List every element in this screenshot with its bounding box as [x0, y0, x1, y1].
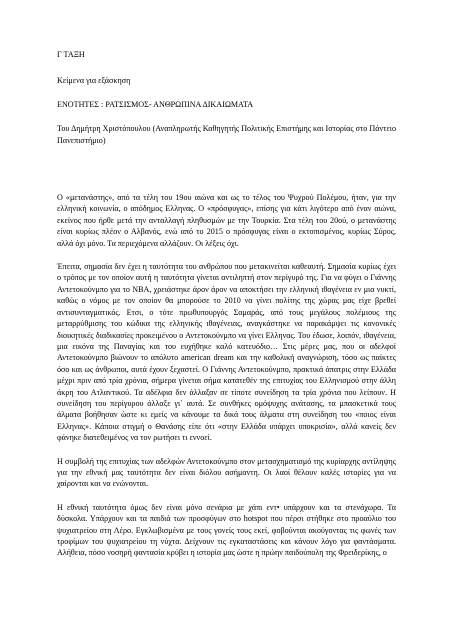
document-subtitle: Κείμενα για εξάσκηση	[57, 76, 131, 86]
body-paragraph: Έπειτα, σημασία δεν έχει η ταυτότητα του ανθρώπου που μετακινείται καθεαυτή. Σημασία κυρίως έχει ο τρόπος με τον οποίον αυτή η ταυτότητα γίνεται αντιληπτή στον περίγυρό της. Για να φύγει ο Γιάννης Αντετοκούνμπο για το ΝΒΑ, χρειάστηκε άρον άρον να αποκτήσει την ελληνική ιθαγένεια εν μια νυκτί, καθώς ο νόμος με τον οποίον θα μπορούσε το 2010 να γίνει πολίτης της χώρας μας είχε βρεθεί αντισυνταγματικός. Ετσι, ο τότε πρωθυπουργός Σαμαράς, από τους μεγάλους πολέμιους της μεταρρύθμισης του κώδικα της ελληνικής ιθαγένειας, αναγκάστηκε να παρακάμψει τις κανονικές διοικητικές διαδικασίες προκειμένου ο Αντετοκούνμπο να γίνει Ελληνας. Του έδωσε, λοιπόν, ιθαγένεια, μια εικόνα της Παναγίας και του ευχήθηκε καλό κατευόδιο… Στις μέρες μας, που οι αδελφοί Αντετοκούνμπο βιώνουν το απόλυτο american dream και την καθολική αναγνώριση, τόσο ως παίκτες όσο και ως άνθρωποι, αυτά έχουν ξεχαστεί. Ο Γιάννης Αντετοκούνμπο, πρακτικά άπατρις στην Ελλάδα μέχρι πριν από τρία χρόνια, σήμερα γίνεται σήμα κατατεθέν της επιτυχίας του Ελληνισμού στην άλλη άκρη του Ατλαντικού. Τα αδέλφια δεν άλλαξαν σε τίποτε συνείδηση τα τρία χρόνια που λείπουν. Η συνείδηση του περίγυρου άλλαξε γι᾽ αυτά. Σε συνθήκες ομόψυχης ανάτασης, τα μπασκετικά τους άλματα βοήθησαν ώστε κι εμείς να κάνουμε τα δικά τους άλματα στη συνείδηση του «ποιος είναι Ελληνας». Κάποια στιγμή ο Θανάσης είπε ότι «στην Ελλάδα υπάρχει υποκρισία», αλλά κανείς δεν φάνηκε διατεθειμένος να τον ρωτήσει τι εννοεί.	[57, 262, 396, 443]
body-paragraph: Η εθνική ταυτότητα όμως δεν είναι μόνο σενάρια με χάπι εντ• υπάρχουν και τα στενάχωρα. Τα δύσκολα. Υπάρχουν και τα παιδιά των προσφύγων στο hotspot που πέρσι στήθηκε στο προαύλιο του ψυχιατρείου στη Λέρο. Εγκλωβισμένα με τους γονείς τους εκεί, φοβούνται ακούγοντας τις φωνές των τροφίμων του ψυχιατρείου τη νύχτα. Δείχνουν τις εγκαταστάσεις και κάνουν λόγο για φαντάσματα. Αλήθεια, πόσο νοσηρή φαντασία κρύβει η ιστορία μας ώστε η πρώην παιδούπολη της Φρειδερίκης, ο	[57, 502, 396, 558]
body-paragraph: Η συμβολή της επιτυχίας των αδελφών Αντετοκούνμπο στον μετασχηματισμό της κυρίαρχης αντίληψης για την εθνική μας ταυτότητα δεν είναι διόλου ασήμαντη. Οι λαοί θέλουν καλές ιστορίες για να χαίρονται και να ενώνονται.	[57, 456, 396, 489]
units-heading: ΕΝΟΤΗΤΕΣ : ΡΑΤΣΙΣΜΟΣ- ΑΝΘΡΩΠΙΝΑ ΔΙΚΑΙΩΜΑΤΑ	[57, 99, 254, 109]
author-line: Του Δημήτρη Χριστόπουλου (Αναπληρωτής Καθηγητής Πολιτικής Επιστήμης και Ιστορίας στο Πάντειο Πανεπιστήμιο)	[57, 124, 396, 145]
grade-heading: Γ ΤΑΞΗ	[57, 50, 85, 59]
body-paragraph: Ο «μετανάστης», από τα τέλη του 19ου αιώνα και ως το τέλος του Ψυχρού Πολέμου, ήταν, για την ελληνική κοινωνία, ο απόδημος Ελληνας. Ο «πρόσφυγας», επίσης για κάτι λιγότερο από έναν αιώνα, εκείνος που ήρθε μετά την ανταλλαγή πληθυσμών με την Τουρκία. Στα τέλη του 20ού, ο μετανάστης είναι κυρίως πλέον ο Αλβανός, ενώ από το 2015 ο πρόσφυγας είναι ο εκτοπισμένος, κυρίως Σύρος, αλλά όχι μόνο. Τα περιεχόμενα αλλάζουν. Οι λέξεις όχι.	[57, 193, 396, 248]
